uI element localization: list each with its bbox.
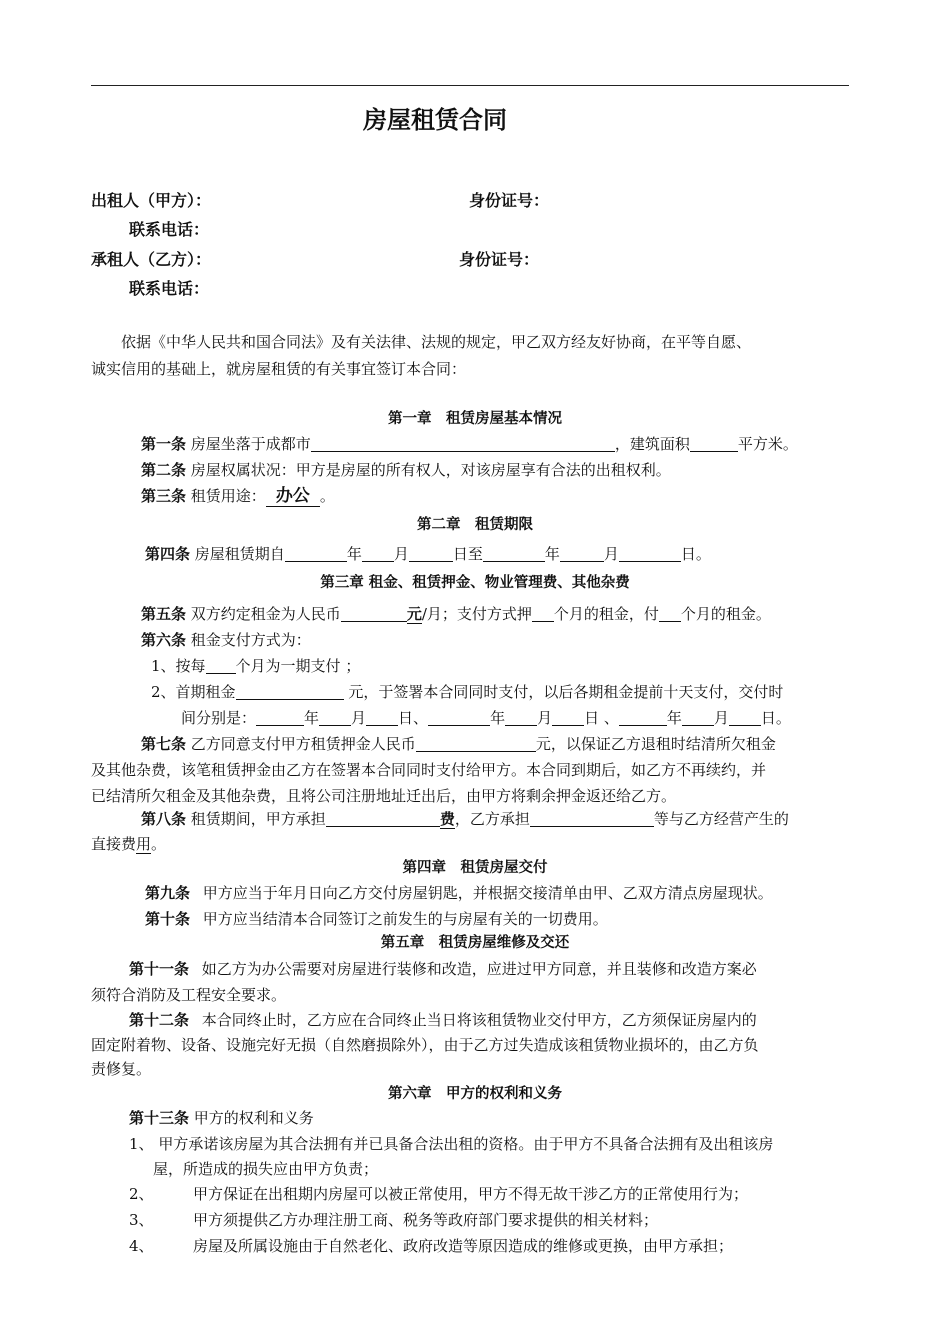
article-1-label: 第一条	[141, 435, 187, 453]
article-7-line-2: 及其他杂费，该笔租赁押金由乙方在签署本合同同时支付给甲方。本合同到期后，如乙方不再续约，并	[91, 761, 767, 779]
article-12	[129, 1009, 897, 1031]
article-13-item-1	[129, 1133, 897, 1155]
year-label: 年	[346, 545, 362, 563]
lessor-id-label: 身份证号：	[469, 191, 550, 210]
item-number: 3、	[129, 1211, 154, 1229]
month-label: 月	[713, 709, 729, 727]
article-7-text-2: 元，以保证乙方退租时结清所欠租金	[535, 735, 776, 753]
end-day-blank	[619, 545, 681, 562]
article-13-label: 第十三条	[129, 1109, 190, 1127]
lessor-fee-blank	[326, 810, 440, 827]
end-month-blank	[560, 545, 604, 562]
item-1-text: 1、按每	[151, 657, 206, 675]
article-13-item-3	[129, 1209, 897, 1231]
chapter-6-title: 第六章 甲方的权利和义务	[388, 1085, 562, 1102]
article-4-label: 第四条	[145, 545, 191, 563]
article-6-item-1	[151, 655, 919, 677]
item-4-text: 房屋及所属设施由于自然老化、政府改造等原因造成的维修或更换，由甲方承担；	[193, 1237, 734, 1255]
article-8-text-3: 等与乙方经营产生的	[653, 810, 789, 828]
article-8	[141, 808, 909, 830]
date-blank	[319, 709, 351, 726]
month-label: 月	[351, 709, 367, 727]
article-8-line-2	[91, 833, 859, 855]
article-9-label: 第九条	[145, 884, 191, 902]
article-9	[145, 882, 913, 904]
article-10-text: 甲方应当结清本合同签订之前发生的与房屋有关的一切费用。	[202, 910, 608, 928]
date-blank	[619, 709, 667, 726]
year-label: 年	[544, 545, 560, 563]
article-1-unit: 平方米。	[737, 435, 798, 453]
article-5	[141, 603, 909, 625]
deposit-months-blank	[532, 605, 554, 622]
chapter-4-title: 第四章 租赁房屋交付	[402, 859, 548, 876]
start-year-blank	[285, 545, 347, 562]
article-2	[141, 459, 909, 481]
article-12-text: 本合同终止时，乙方应在合同终止当日将该租赁物业交付甲方，乙方须保证房屋内的	[201, 1011, 757, 1029]
article-6-label: 第六条	[141, 631, 187, 649]
start-month-blank	[362, 545, 394, 562]
date-blank	[366, 709, 398, 726]
article-5-label: 第五条	[141, 605, 187, 623]
article-2-label: 第二条	[141, 461, 187, 479]
article-1-text: 房屋坐落于成都市	[190, 435, 311, 453]
article-11	[129, 958, 897, 980]
item-3-text: 甲方须提供乙方办理注册工商、税务等政府部门要求提供的相关材料；	[193, 1211, 659, 1229]
article-4	[145, 543, 913, 565]
article-6-text: 租金支付方式为：	[190, 631, 311, 649]
lessee-id-label: 身份证号：	[459, 250, 540, 269]
article-3-text: 租赁用途：	[190, 487, 266, 505]
article-13-item-2	[129, 1183, 897, 1205]
day-end-label: 日。	[680, 545, 711, 563]
item-2-text: 甲方保证在出租期内房屋可以被正常使用，甲方不得无故干涉乙方的正常使用行为；	[193, 1185, 749, 1203]
article-6-item-2-dates	[181, 707, 949, 729]
rent-unit: 元	[406, 605, 422, 623]
article-12-line-2: 固定附着物、设备、设施完好无损（自然磨损除外），由于乙方过失造成该租赁物业损坏的，由乙方负	[91, 1036, 759, 1054]
item-1-text: 甲方承诺该房屋为其合法拥有并已具备合法出租的资格。由于甲方不具备合法拥有及出租该房	[158, 1135, 774, 1153]
article-12-label: 第十二条	[129, 1011, 190, 1029]
article-1	[141, 433, 909, 455]
date-blank	[256, 709, 304, 726]
date-blank	[729, 709, 761, 726]
article-8-text-2: ，乙方承担	[454, 810, 530, 828]
fee-label: 费	[439, 810, 455, 828]
area-blank	[690, 435, 738, 452]
month-label: 月	[603, 545, 619, 563]
article-8-line-2-end: 。	[151, 835, 167, 853]
article-10-label: 第十条	[145, 910, 191, 928]
article-5-deposit-text: /月；支付方式押	[421, 605, 532, 623]
preamble-line-1: 依据《中华人民共和国合同法》及有关法律、法规的规定，甲乙双方经友好协商，在平等自愿、	[121, 333, 752, 351]
month-label: 月	[537, 709, 553, 727]
item-1-end: 个月为一期支付 ；	[235, 657, 361, 675]
article-10	[145, 908, 913, 930]
first-rent-blank	[236, 683, 344, 700]
start-day-blank	[409, 545, 453, 562]
year-label: 年	[666, 709, 682, 727]
lessor-label: 出租人（甲方）：	[91, 191, 212, 210]
article-5-end: 个月的租金。	[680, 605, 771, 623]
usage-value: 办公	[266, 486, 320, 507]
date-blank	[682, 709, 714, 726]
article-13-item-1-line-2: 屋，所造成的损失应由甲方负责；	[153, 1160, 379, 1178]
year-label: 年	[490, 709, 506, 727]
month-label: 月	[393, 545, 409, 563]
end-year-blank	[483, 545, 545, 562]
article-2-text: 房屋权属状况：甲方是房屋的所有权人，对该房屋享有合法的出租权利。	[190, 461, 671, 479]
article-8-line-2-underlined: 用	[136, 835, 152, 853]
address-blank	[311, 435, 615, 452]
lessee-label: 承租人（乙方）：	[91, 250, 212, 269]
pay-months-blank	[659, 605, 681, 622]
date-blank	[428, 709, 490, 726]
chapter-2-title: 第二章 租赁期限	[417, 516, 533, 533]
article-11-line-2: 须符合消防及工程安全要求。	[91, 986, 287, 1004]
day-to-label: 日至	[452, 545, 483, 563]
article-9-text: 甲方应当于年月日向乙方交付房屋钥匙，并根据交接清单由甲、乙双方清点房屋现状。	[202, 884, 773, 902]
year-label: 年	[304, 709, 320, 727]
article-8-text: 租赁期间，甲方承担	[190, 810, 326, 828]
day-label: 日 、	[584, 709, 619, 727]
date-blank	[505, 709, 537, 726]
article-7	[141, 733, 909, 755]
lessor-row	[91, 190, 859, 212]
day-label: 日、	[398, 709, 429, 727]
article-4-text: 房屋租赁期自	[194, 545, 285, 563]
period-months-blank	[206, 657, 236, 674]
article-6-item-2	[151, 681, 919, 703]
article-13-item-4	[129, 1235, 897, 1257]
preamble-line-2: 诚实信用的基础上，就房屋租赁的有关事宜签订本合同：	[91, 360, 467, 378]
lessee-phone-label: 联系电话：	[129, 279, 210, 298]
article-5-pay-text: 个月的租金，付	[553, 605, 659, 623]
item-2-text: 2、首期租金	[151, 683, 236, 701]
article-7-text: 乙方同意支付甲方租赁押金人民币	[190, 735, 416, 753]
article-13	[129, 1107, 897, 1129]
date-blank	[552, 709, 584, 726]
item-number: 4、	[129, 1237, 154, 1255]
article-13-text: 甲方的权利和义务	[193, 1109, 314, 1127]
lessor-phone-label: 联系电话：	[129, 220, 210, 239]
item-number: 1、	[129, 1135, 154, 1153]
dates-label: 间分别是：	[181, 709, 257, 727]
lessee-fee-blank	[530, 810, 654, 827]
article-8-line-2-text: 直接费	[91, 835, 137, 853]
document-title: 房屋租赁合同	[363, 106, 507, 134]
chapter-3-title: 第三章 租金、租赁押金、物业管理费、其他杂费	[320, 574, 630, 591]
lessee-row	[91, 249, 859, 271]
deposit-amount-blank	[416, 735, 536, 752]
article-1-area-label: ，建筑面积	[614, 435, 690, 453]
article-5-text: 双方约定租金为人民币	[190, 605, 341, 623]
rent-amount-blank	[341, 605, 407, 622]
article-8-label: 第八条	[141, 810, 187, 828]
article-7-label: 第七条	[141, 735, 187, 753]
chapter-5-title: 第五章 租赁房屋维修及交还	[380, 934, 570, 951]
chapter-1-title: 第一章 租赁房屋基本情况	[388, 410, 562, 427]
item-2-desc: 元，于签署本合同同时支付，以后各期租金提前十天支付，交付时	[343, 683, 784, 701]
day-label: 日。	[760, 709, 791, 727]
article-11-label: 第十一条	[129, 960, 190, 978]
article-12-line-3: 责修复。	[91, 1060, 152, 1078]
article-3	[141, 485, 909, 507]
article-7-line-3: 已结清所欠租金及其他杂费，且将公司注册地址迁出后，由甲方将剩余押金返还给乙方。	[91, 787, 677, 805]
article-6	[141, 629, 909, 651]
article-3-end: 。	[319, 487, 335, 505]
header-rule	[91, 85, 849, 86]
article-3-label: 第三条	[141, 487, 187, 505]
item-number: 2、	[129, 1185, 154, 1203]
article-11-text: 如乙方为办公需要对房屋进行装修和改造，应进过甲方同意，并且装修和改造方案必	[201, 960, 757, 978]
